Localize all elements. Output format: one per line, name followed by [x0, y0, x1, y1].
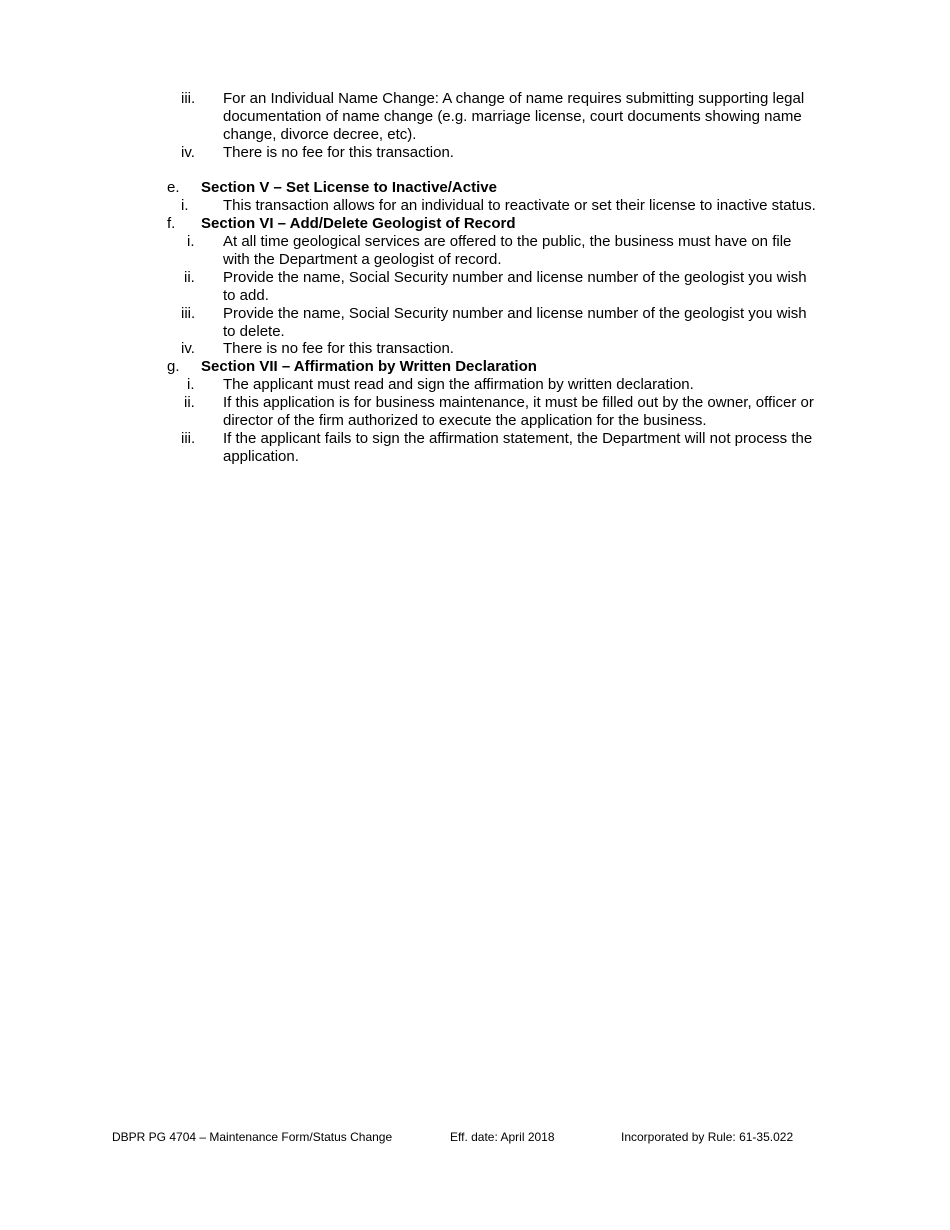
section-g-heading: Section VII – Affirmation by Written Declaration — [201, 358, 537, 375]
footer-form-id: DBPR PG 4704 – Maintenance Form/Status Change — [112, 1130, 393, 1144]
d-iii-line-1: For an Individual Name Change: A change of name requires submitting supporting legal — [223, 90, 805, 107]
section-g-marker: g. — [167, 358, 180, 375]
section-f-heading: Section VI – Add/Delete Geologist of Record — [201, 215, 516, 232]
f-iv-text: There is no fee for this transaction. — [223, 340, 454, 357]
g-iii-line-2: application. — [223, 448, 299, 465]
footer-eff-date: Eff. date: April 2018 — [450, 1130, 555, 1144]
section-e-heading: Section V – Set License to Inactive/Active — [201, 179, 497, 196]
list-marker-e-i: i. — [181, 197, 189, 214]
d-iv-text: There is no fee for this transaction. — [223, 144, 454, 161]
g-iii-line-1: If the applicant fails to sign the affirmation statement, the Department will not process the — [223, 430, 813, 447]
g-ii-line-2: director of the firm authorized to execute the application for the business. — [223, 412, 707, 429]
e-i-text: This transaction allows for an individual to reactivate or set their license to inactive status. — [223, 197, 816, 214]
list-marker-f-ii: ii. — [184, 269, 195, 286]
list-marker-d-iv: iv. — [181, 144, 195, 161]
f-iii-line-1: Provide the name, Social Security number and license number of the geologist you wish — [223, 305, 807, 322]
d-iii-line-3: change, divorce decree, etc). — [223, 126, 417, 143]
g-i-text: The applicant must read and sign the affirmation by written declaration. — [223, 376, 694, 393]
list-marker-f-iv: iv. — [181, 340, 195, 357]
f-ii-line-2: to add. — [223, 287, 269, 304]
list-marker-d-iii: iii. — [181, 90, 196, 107]
f-ii-line-1: Provide the name, Social Security number and license number of the geologist you wish — [223, 269, 807, 286]
f-iii-line-2: to delete. — [223, 323, 285, 340]
g-ii-line-1: If this application is for business maintenance, it must be filled out by the owner, officer or — [223, 394, 814, 411]
f-i-line-2: with the Department a geologist of record. — [223, 251, 502, 268]
d-iii-line-2: documentation of name change (e.g. marriage license, court documents showing name — [223, 108, 802, 125]
footer-rule: Incorporated by Rule: 61-35.022 — [621, 1130, 794, 1144]
section-e-marker: e. — [167, 179, 180, 196]
list-marker-g-ii: ii. — [184, 394, 195, 411]
list-marker-f-iii: iii. — [181, 305, 196, 322]
list-marker-g-i: i. — [187, 376, 195, 393]
f-i-line-1: At all time geological services are offered to the public, the business must have on file — [223, 233, 792, 250]
list-marker-f-i: i. — [187, 233, 195, 250]
section-f-marker: f. — [167, 215, 176, 232]
list-marker-g-iii: iii. — [181, 430, 196, 447]
